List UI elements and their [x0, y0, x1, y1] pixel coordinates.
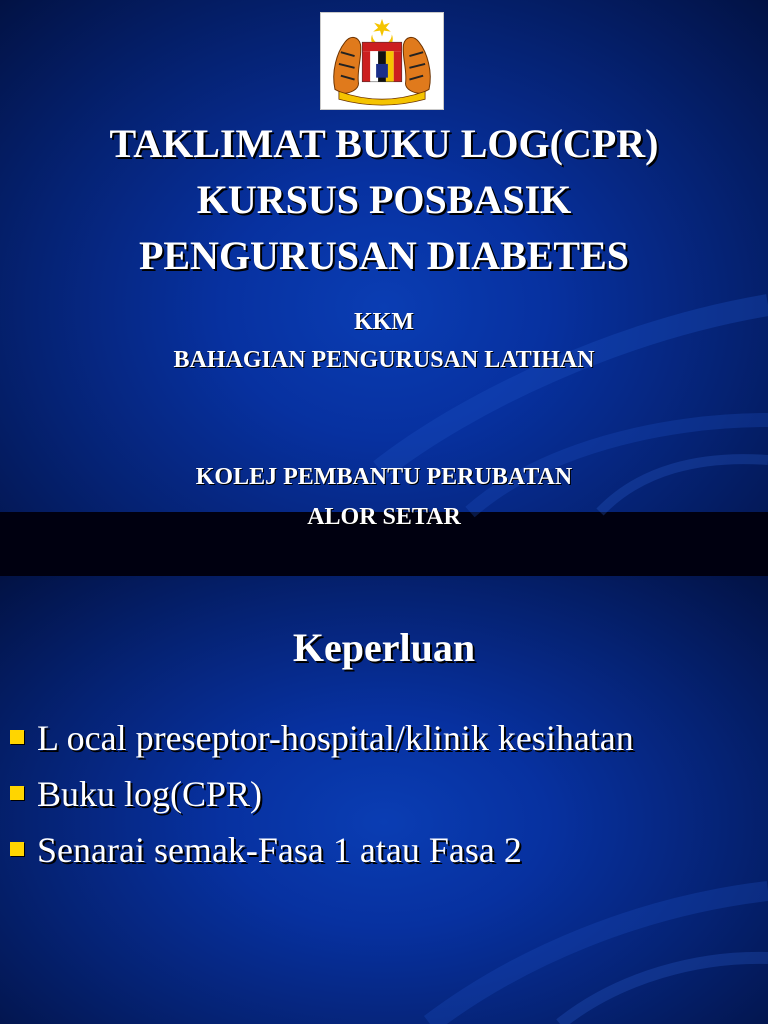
bullet-text: L ocal preseptor-hospital/klinik kesihatan	[37, 718, 634, 758]
bullet-square-icon	[10, 786, 24, 800]
bullet-square-icon	[10, 730, 24, 744]
coat-of-arms-icon	[321, 13, 443, 109]
subtitle-division: BAHAGIAN PENGURUSAN LATIHAN	[173, 347, 595, 373]
list-item	[0, 772, 768, 828]
bullet-list	[0, 716, 768, 884]
list-item	[0, 828, 768, 884]
slide-heading: Keperluan	[292, 625, 476, 670]
bullet-text: Buku log(CPR)	[37, 774, 263, 814]
subtitle-location: ALOR SETAR	[307, 504, 461, 530]
bullet-text: Senarai semak-Fasa 1 atau Fasa 2	[37, 830, 522, 870]
title-line-3: PENGURUSAN DIABETES	[138, 233, 630, 278]
bullet-square-icon	[10, 842, 24, 856]
coat-of-arms-logo	[320, 12, 444, 110]
title-line-2: KURSUS POSBASIK	[196, 177, 572, 222]
subtitle-kkm: KKM	[354, 309, 414, 335]
list-item	[0, 716, 768, 772]
subtitle-college: KOLEJ PEMBANTU PERUBATAN	[195, 464, 573, 490]
content-slide	[0, 576, 768, 1024]
title-line-1: TAKLIMAT BUKU LOG(CPR)	[109, 121, 659, 166]
